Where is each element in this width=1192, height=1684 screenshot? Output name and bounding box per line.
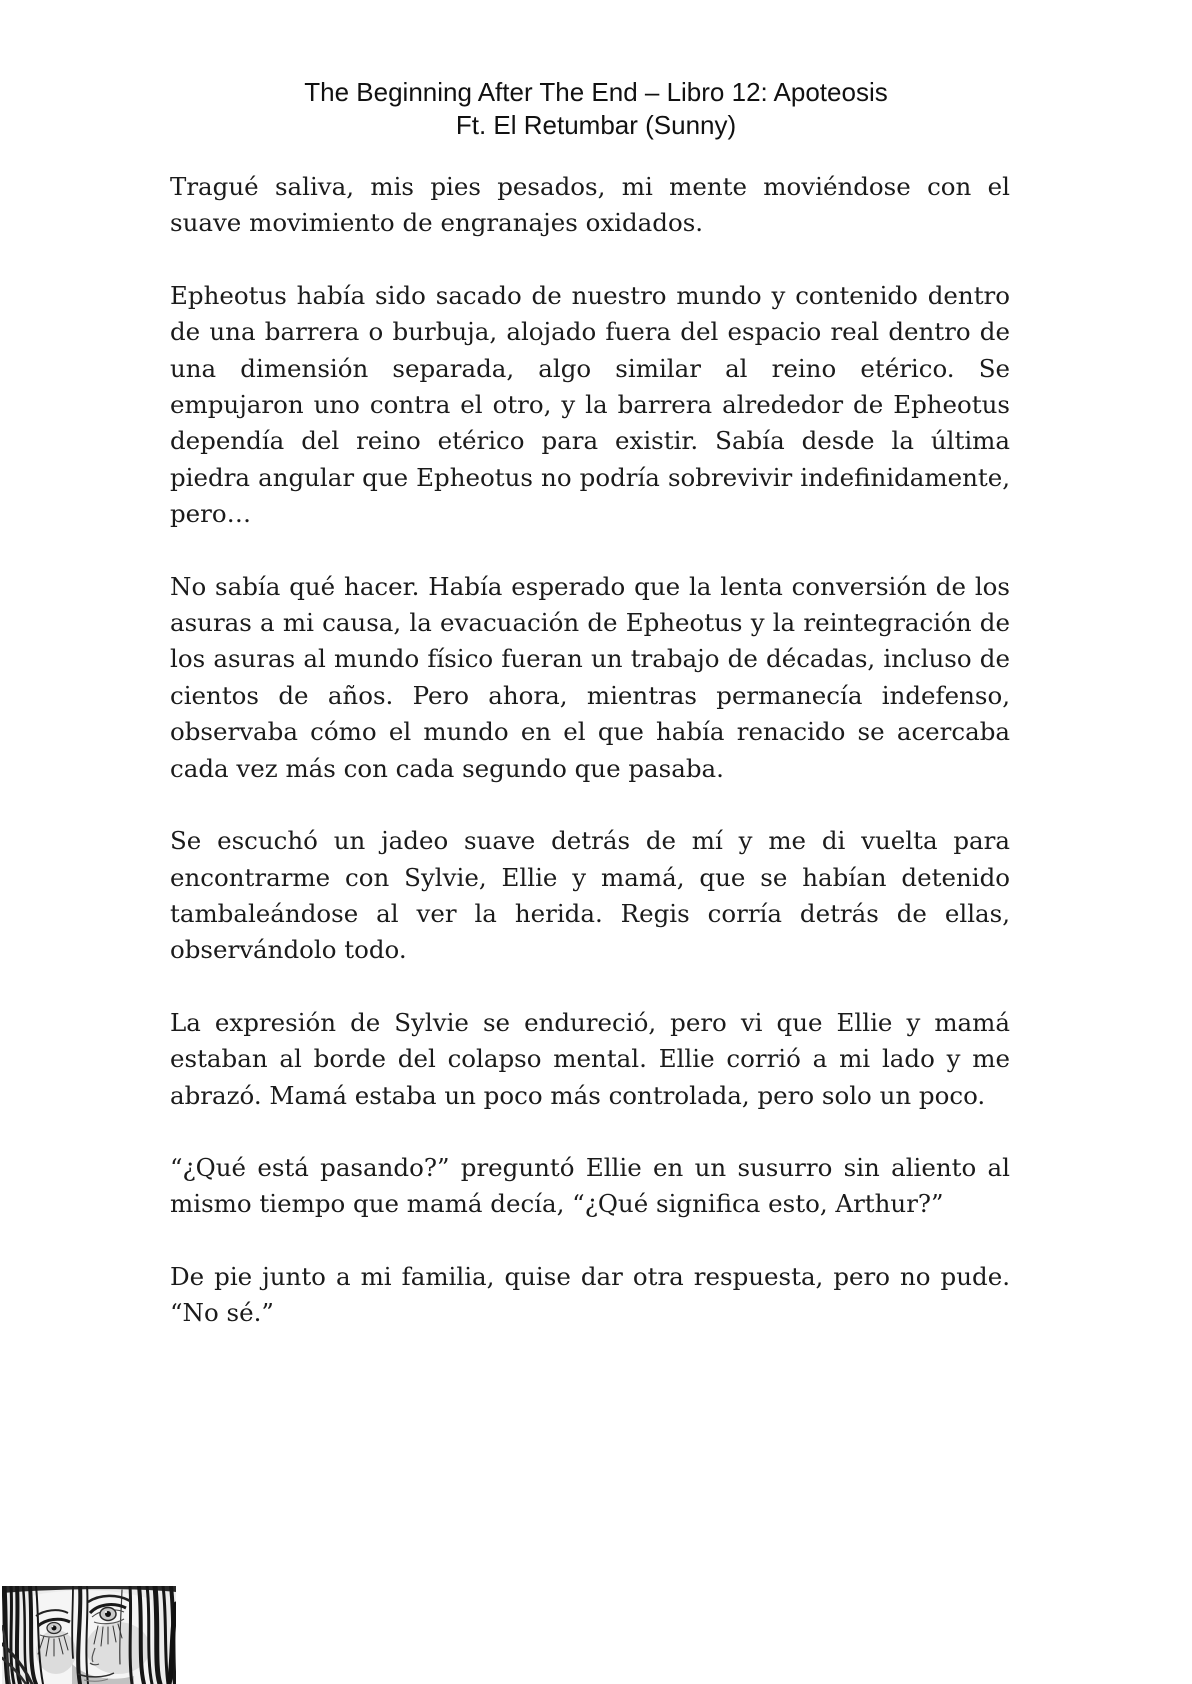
paragraph-4: Se escuchó un jadeo suave detrás de mí y me di vuelta para encontrarme con Sylvie, Ellie y mamá, que se habían detenido tambaleándose al ver la herida. Regis corría detrás de ellas, observándolo todo. [170, 826, 1010, 965]
paragraph-1: Tragué saliva, mis pies pesados, mi mente moviéndose con el suave movimiento de engranajes oxidados. [170, 172, 1010, 238]
document-body [170, 169, 1010, 1332]
paragraph-3: No sabía qué hacer. Había esperado que la lenta conversión de los asuras a mi causa, la evacuación de Epheotus y la reintegración de los asuras al mundo físico fueran un trabajo de décadas, incluso de cientos de años. Pero ahora, mientras permanecía indefenso, observaba cómo el mundo en el que había renacido se acercaba cada vez más con cada segundo que pasaba. [170, 571, 1010, 783]
manga-face-illustration [2, 1586, 176, 1684]
title-line-1: The Beginning After The End – Libro 12: Apoteosis [304, 77, 888, 107]
paragraph-2: Epheotus había sido sacado de nuestro mundo y contenido dentro de una barrera o burbuja, alojado fuera del espacio real dentro de una dimensión separada, algo similar al reino etérico. Se empujaron uno contra el otro, y la barrera alrededor de Epheotus dependía del reino etérico para existir. Sabía desde la última piedra angular que Epheotus no podría sobrevivir indefinidamente, pero… [170, 280, 1010, 529]
paragraph-7: De pie junto a mi familia, quise dar otra respuesta, pero no pude. “No sé.” [170, 1261, 1010, 1328]
paragraph-5: La expresión de Sylvie se endureció, pero vi que Ellie y mamá estaban al borde del colapso mental. Ellie corrió a mi lado y me abrazó. Mamá estaba un poco más controlada, pero solo un poco. [170, 1007, 1010, 1110]
paragraph-6: “¿Qué está pasando?” preguntó Ellie en un susurro sin aliento al mismo tiempo que mamá decía, “¿Qué significa esto, Arthur?” [170, 1152, 1010, 1219]
document-header [0, 0, 1192, 142]
title-line-2: Ft. El Retumbar (Sunny) [455, 110, 737, 140]
manga-face-artwork [2, 1586, 176, 1684]
